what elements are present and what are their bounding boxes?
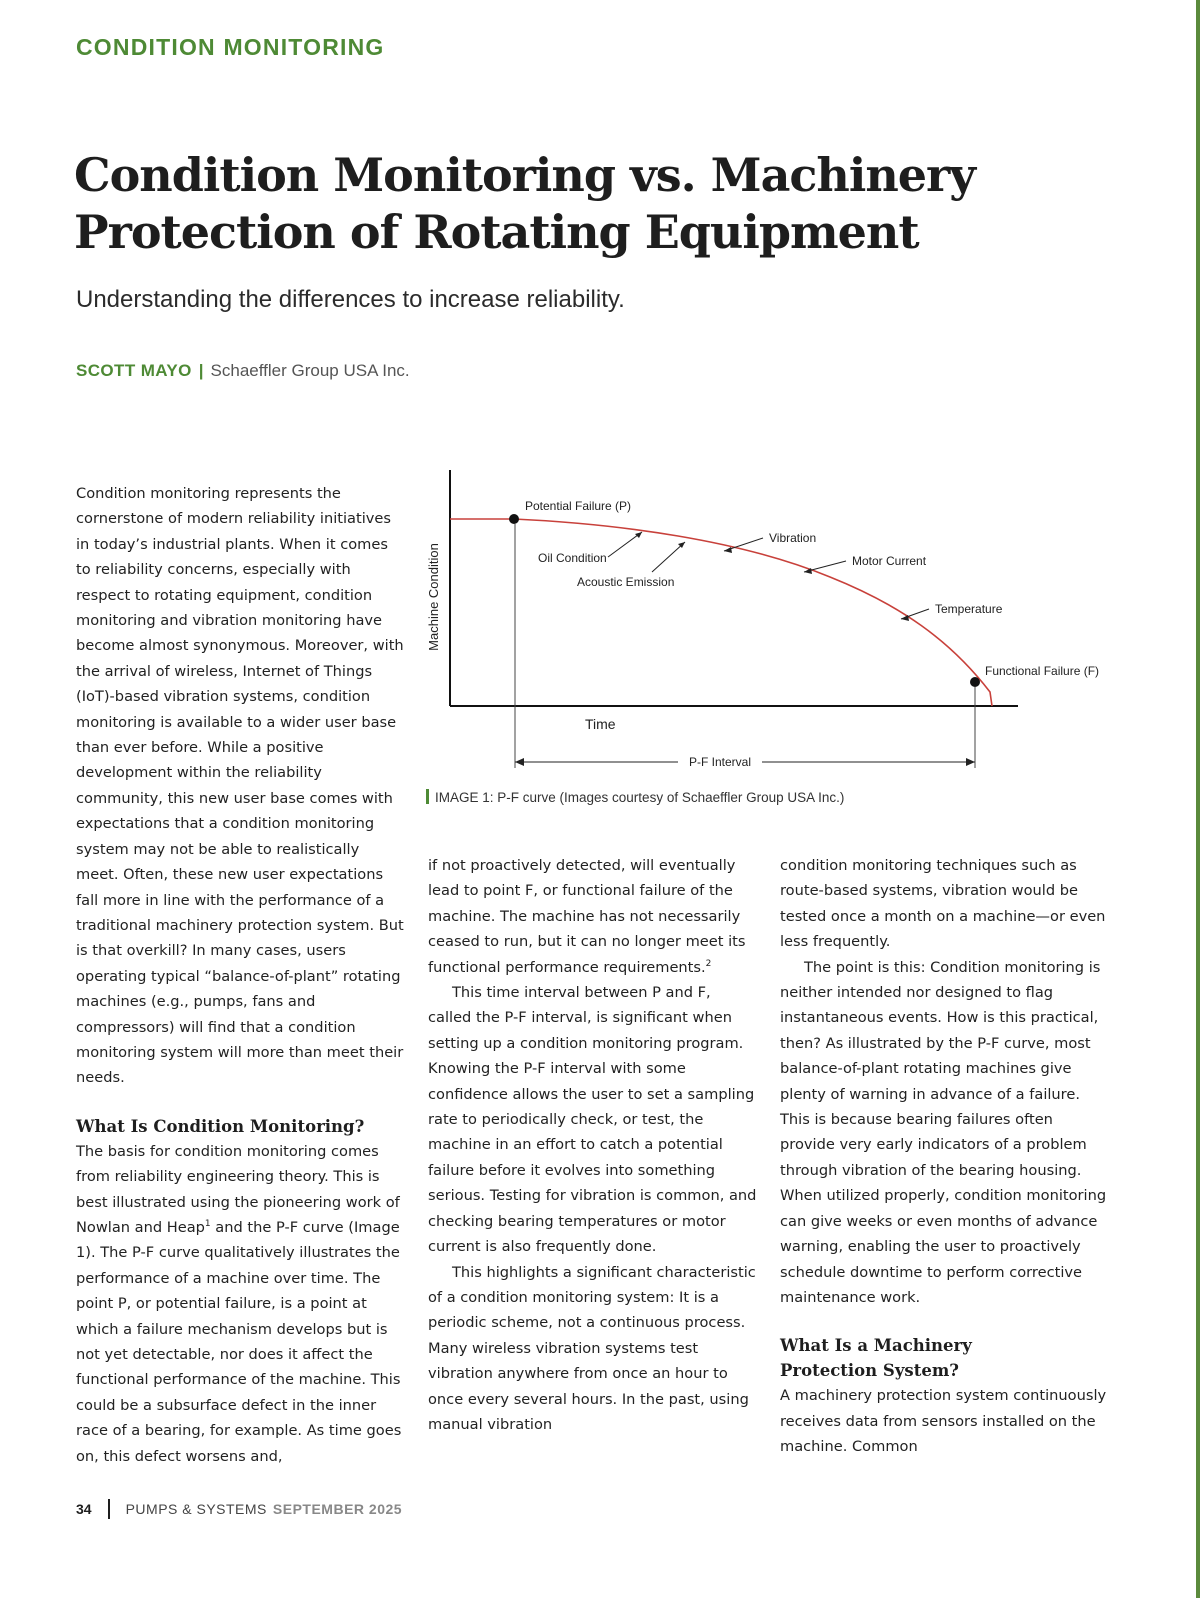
paragraph-route-based: condition monitoring techniques such as route-based systems, vibration would be tested once a month on a machine—or even less frequently. [780, 857, 1106, 951]
indicator-acoustic-emission: Acoustic Emission [577, 575, 675, 589]
indicator-motor-current: Motor Current [852, 554, 927, 568]
page-footer [76, 1499, 402, 1519]
figure-caption [426, 789, 844, 805]
footer-divider [108, 1499, 110, 1519]
text-column-3 [780, 853, 1110, 1460]
section-heading-condition-monitoring: What Is Condition Monitoring? [76, 1116, 365, 1136]
paragraph-protection-system: A machinery protection system continuously receives data from sensors installed on the machine. Common [780, 1387, 1107, 1456]
byline-separator: | [198, 361, 204, 380]
potential-failure-point [509, 514, 519, 524]
indicator-vibration: Vibration [769, 531, 817, 545]
section-label: CONDITION MONITORING [76, 34, 385, 60]
author-company: Schaeffler Group USA Inc. [210, 361, 410, 380]
publication-name: PUMPS & SYSTEMS [125, 1501, 267, 1517]
x-axis-label: Time [585, 716, 616, 732]
paragraph-point-is-this: The point is this: Condition monitoring is neither intended nor designed to flag instantaneous events. How is this practical, then? As illustrated by the P-F curve, most balance-of-plant rotating machines give plenty of warning in advance of a failure. This is because bearing failures often provide very early indicators of a problem through vibration of the bearing housing. When utilized properly, condition monitoring can give weeks or even months of advance warning, enabling the user to proactively schedule downtime to perform corrective maintenance work. [780, 958, 1107, 1306]
page-edge-bar [1196, 0, 1200, 1598]
paragraph-functional-failure: if not proactively detected, will eventually lead to point F, or functional failure of the machine. The machine has not necessarily ceased to run, but it can no longer meet its functional performance requirements.$^2$ [428, 857, 746, 976]
text-column-1 [76, 481, 406, 1469]
caption-text: IMAGE 1: P-F curve (Images courtesy of Schaeffler Group USA Inc.) [435, 790, 845, 805]
title-line-2: Protection of Rotating Equipment [74, 205, 919, 259]
article-subtitle: Understanding the differences to increase reliability. [76, 286, 625, 313]
y-axis-label: Machine Condition [426, 543, 441, 651]
article-title [74, 147, 1074, 261]
pf-curve-diagram [420, 462, 1120, 782]
pf-curve-line [450, 519, 992, 706]
footnote-ref-2: 2 [705, 958, 712, 969]
byline [76, 361, 410, 381]
potential-failure-label: Potential Failure (P) [525, 499, 632, 513]
page-number: 34 [76, 1501, 92, 1517]
title-line-1: Condition Monitoring vs. Machinery [74, 148, 976, 202]
indicator-oil-condition: Oil Condition [538, 551, 607, 565]
author-name: SCOTT MAYO [76, 361, 192, 380]
indicator-temperature: Temperature [935, 602, 1003, 616]
issue-date: SEPTEMBER 2025 [272, 1501, 403, 1517]
pf-interval-label: P-F Interval [688, 755, 752, 769]
paragraph-intro: Condition monitoring represents the cornerstone of modern reliability initiatives in today’s industrial plants. When it comes to reliability concerns, especially with respect to rotating equipment, condition monitoring and vibration monitoring have become almost synonymous. Moreover, with the arrival of wireless, Internet of Things (IoT)-based vibration systems, condition monitoring is available to a wider user base than ever before. While a positive development within the reliability community, this new user base comes with expectations that a condition monitoring system may not be able to realistically meet. Often, these new user expectations fall more in line with the performance of a traditional machinery protection system. But is that overkill? In many cases, users operating typical “balance-of-plant” rotating machines (e.g., pumps, fans and compressors) will find that a condition monitoring system will more than meet their needs. [76, 485, 404, 1087]
functional-failure-label: Functional Failure (F) [985, 664, 1100, 678]
functional-failure-point [970, 677, 980, 687]
section-heading-machinery-protection: What Is a Machinery Protection System? [780, 1336, 972, 1381]
paragraph-basis: The basis for condition monitoring comes from reliability engineering theory. This is best illustrated using the pioneering work of Nowlan and Heap$^1$ and the P-F curve (Image 1). The P-F curve qualitatively illustrates the performance of a machine over time. The point P, or potential failure, is a point at which a failure mechanism develops but is not yet detectable, nor does it affect the functional performance of the machine. This could be a subsurface defect in the inner race of a bearing, for example. As time goes on, this defect worsens and, [76, 1142, 402, 1465]
paragraph-pf-interval: This time interval between P and F, called the P-F interval, is significant when setting up a condition monitoring program. Knowing the P-F interval with some confidence allows the user to set a sampling rate to periodically check, or test, the machine in an effort to catch a potential failure before it evolves into something serious. Testing for vibration is common, and checking bearing temperatures or motor current is also frequently done. [428, 984, 757, 1256]
paragraph-periodic-scheme: This highlights a significant characteristic of a condition monitoring system: It is a periodic scheme, not a continuous process. Many wireless vibration systems test vibration anywhere from once an hour to once every several hours. In the past, using manual vibration [428, 1263, 756, 1433]
pf-curve-figure [420, 462, 1120, 782]
footnote-ref-1: 1 [204, 1219, 211, 1230]
caption-accent-bar [426, 789, 429, 804]
text-column-2 [428, 853, 758, 1437]
